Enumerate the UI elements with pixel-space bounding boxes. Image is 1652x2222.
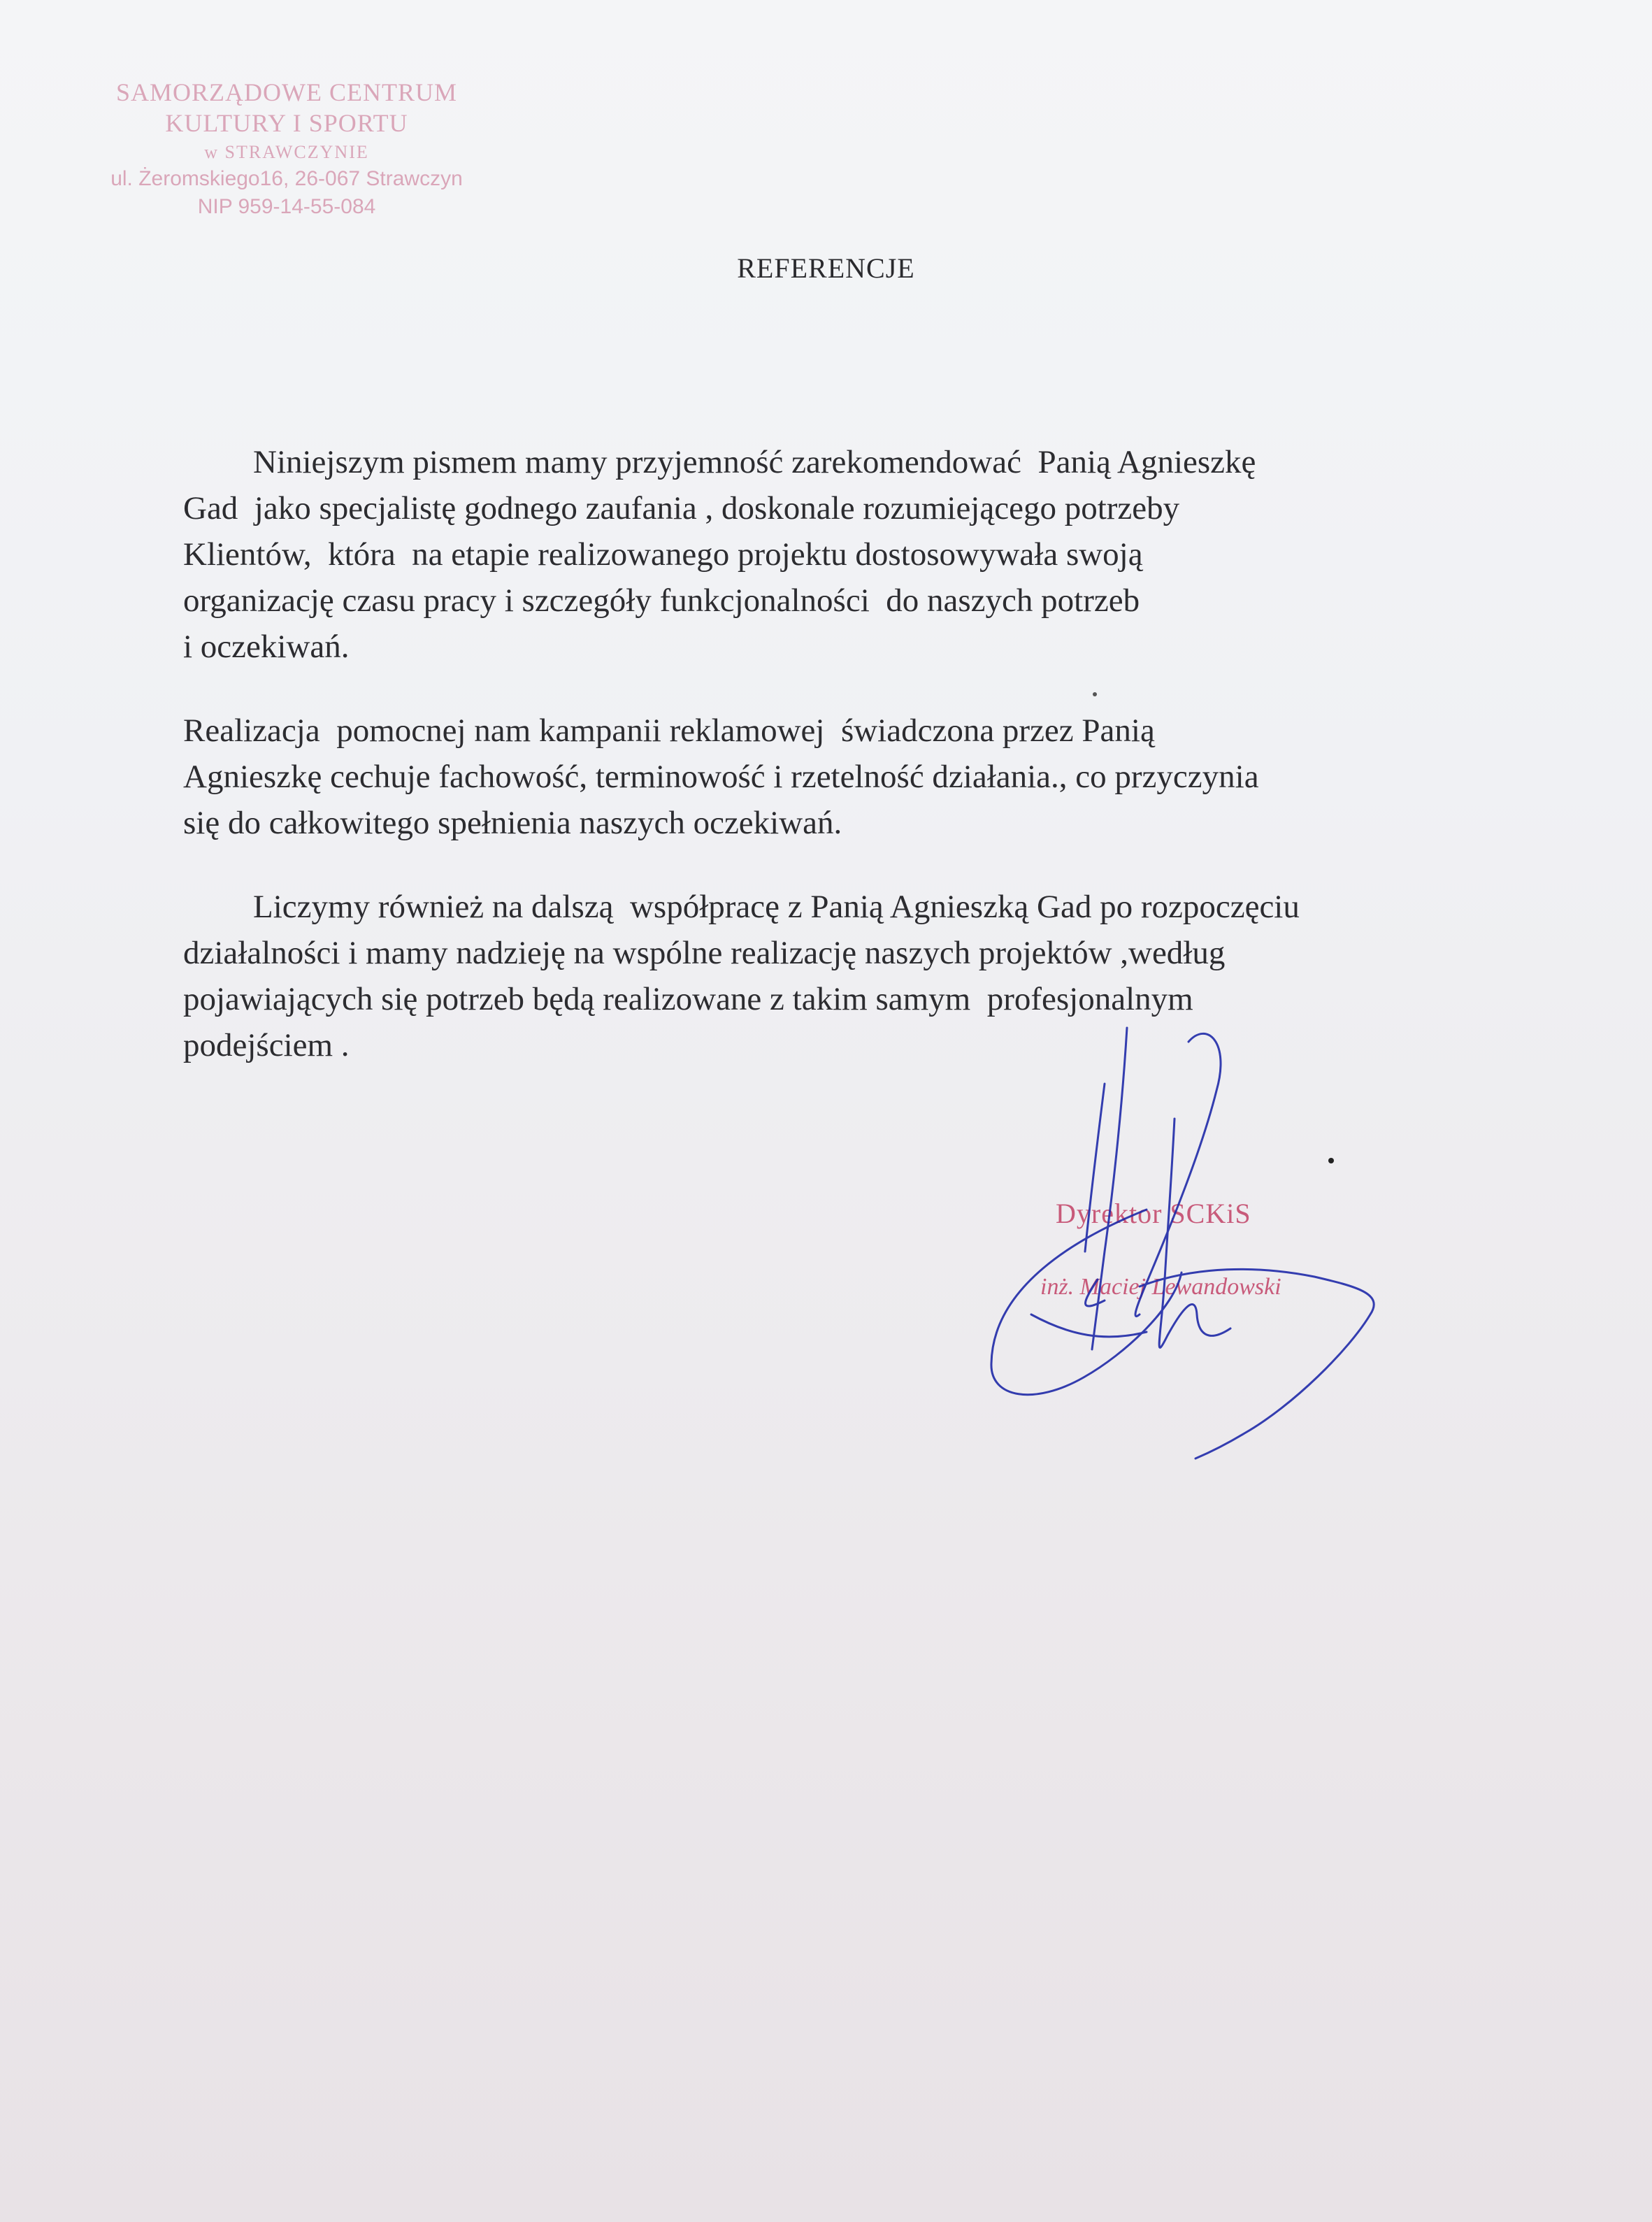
paragraph-2-line: się do całkowitego spełnienia naszych oczekiwań. — [183, 805, 842, 841]
paragraph-1-line: organizację czasu pracy i szczegóły funkcjonalności do naszych potrzeb — [183, 582, 1140, 619]
signature-stroke — [1140, 1269, 1374, 1458]
signature-stroke — [1135, 1033, 1221, 1316]
signature-stroke — [1159, 1119, 1230, 1347]
signature-stroke — [1085, 1084, 1105, 1252]
paragraph-3-line: działalności i mamy nadzieję na wspólne realizację naszych projektów ,według — [183, 935, 1226, 971]
paragraph-1-line: Gad jako specjalistę godnego zaufania , doskonale rozumiejącego potrzeby — [183, 490, 1180, 526]
paragraph-1-line: Klientów, która na etapie realizowanego projektu dostosowywała swoją — [183, 536, 1143, 573]
institution-stamp — [84, 77, 489, 221]
signature-dot — [1328, 1158, 1334, 1163]
paragraph-1 — [183, 439, 1484, 670]
stamp-line-culture-sport: KULTURY I SPORTU — [165, 109, 408, 137]
signature-stroke — [1031, 1314, 1147, 1337]
paragraph-2-line: Agnieszkę cechuje fachowość, terminowość i rzetelność działania., co przyczynia — [183, 759, 1259, 795]
signatory-name: inż. Maciej Lewandowski — [1040, 1274, 1281, 1300]
stamp-line-address: ul. Żeromskiego16, 26-067 Strawczyn — [110, 167, 463, 190]
paragraph-1-line: Niniejszym pismem mamy przyjemność zarekomendować Panią Agnieszkę — [253, 444, 1256, 480]
paragraph-2 — [183, 708, 1484, 846]
document-title: REFERENCJE — [737, 252, 915, 284]
paragraph-3-line: podejściem . — [183, 1027, 350, 1063]
stamp-line-location: w STRAWCZYNIE — [204, 142, 369, 162]
stamp-line-nip: NIP 959-14-55-084 — [197, 195, 376, 218]
stamp-line-institution: SAMORZĄDOWE CENTRUM — [115, 78, 457, 106]
signature-stroke — [1086, 1280, 1105, 1306]
paragraph-1-line: i oczekiwań. — [183, 629, 350, 665]
signatory-role: Dyrektor SCKiS — [1056, 1198, 1251, 1229]
paper-speck — [1093, 692, 1097, 696]
paragraph-3-line: Liczymy również na dalszą współpracę z Panią Agnieszką Gad po rozpoczęciu — [253, 889, 1300, 925]
handwritten-signature — [965, 1014, 1426, 1517]
paragraph-3-line: pojawiających się potrzeb będą realizowane z takim samym profesjonalnym — [183, 981, 1193, 1017]
signature-stroke — [1092, 1028, 1127, 1349]
paragraph-2-line: Realizacja pomocnej nam kampanii reklamowej świadczona przez Panią — [183, 712, 1155, 749]
